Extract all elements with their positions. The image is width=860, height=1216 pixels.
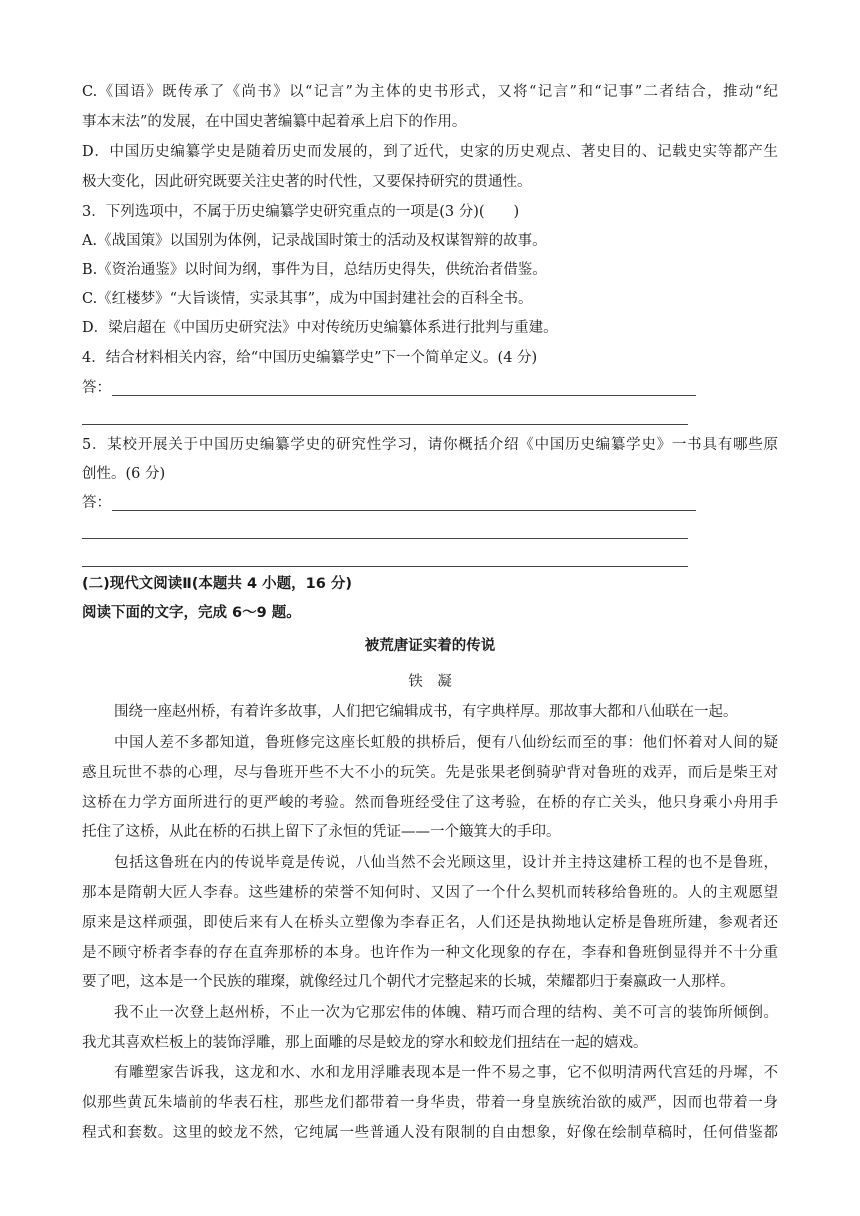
passage-p2-line4: 托住了这桥，从此在桥的石拱上留下了永恒的凭证——一个簸箕大的手印。 [82,824,561,840]
q2-option-c-line1: C.《国语》既传承了《尚书》以“记言”为主体的史书形式，又将“记言”和“记事”二者结合，推动“纪 [82,84,778,100]
q3-option-c: C.《红楼梦》“大旨谈情，实录其事”，成为中国封建社会的百科全书。 [82,291,533,307]
passage-p3-line1: 包括这鲁班在内的传说毕竟是传说，八仙当然不会光顾这里，设计并主持这建桥工程的也不是鲁班， [114,855,778,871]
passage-title: 被荒唐证实着的传说 [364,638,496,654]
q3-option-b: B.《资治通鉴》以时间为纲，事件为目，总结历史得失，供统治者借鉴。 [82,262,547,278]
passage-p4-line2: 我尤其喜欢栏板上的装饰浮雕，那上面雕的尽是蛟龙的穿水和蛟龙们扭结在一起的嬉戏。 [82,1035,648,1051]
passage-p4-line1: 我不止一次登上赵州桥，不止一次为它那宏伟的体魄、精巧而合理的结构、美不可言的装饰所倾倒。 [114,1005,778,1021]
section2-heading: (二)现代文阅读Ⅱ(本题共 4 小题，16 分) [82,576,352,592]
passage-p3-line3: 原来是这样顽强，即使后来有人在桥头立塑像为李春正名，人们还是执拗地认定桥是鲁班所建，参观者还 [82,915,778,931]
passage-p2-line3: 这桥在力学方面所进行的更严峻的考验。然而鲁班经受住了这考验，在桥的存亡关头，他只身乘小舟用手 [82,795,778,811]
q4-stem: 4．结合材料相关内容，给“中国历史编纂学史”下一个简单定义。(4 分) [82,350,538,366]
passage-p5-line1: 有雕塑家告诉我，这龙和水、水和龙用浮雕表现本是一件不易之事，它不似明清两代宫廷的丹墀，不 [114,1065,778,1081]
q4-answer-line-1[interactable] [112,395,696,396]
q3-option-a: A.《战国策》以国别为体例，记录战国时策士的活动及权谋智辩的故事。 [82,233,547,249]
q3-stem: 3．下列选项中，不属于历史编纂学史研究重点的一项是(3 分)( ) [82,204,520,220]
q2-option-d-line2: 极大变化，因此研究既要关注史著的时代性，又要保持研究的贯通性。 [82,174,532,190]
passage-p2-line2: 惑且玩世不恭的心理，尽与鲁班开些不大不小的玩笑。先是张果老倒骑驴背对鲁班的戏弄，而后是柴王对 [82,765,778,781]
passage-p2-line1: 中国人差不多都知道，鲁班修完这座长虹般的拱桥后，便有八仙纷纭而至的事：他们怀着对人间的疑 [114,735,778,751]
passage-author: 铁 凝 [408,674,452,690]
passage-p5-line3: 程式和套数。这里的蛟龙不然，它纯属一些普通人没有限制的自由想象，好像在绘制草稿时，任何借鉴都 [82,1125,778,1141]
q4-answer-label: 答： [82,380,111,396]
passage-p3-line5: 要了吧，这本是一个民族的璀璨，就像经过几个朝代才完整起来的长城，荣耀都归于秦嬴政一人那样。 [82,974,735,990]
q4-answer-line-2[interactable] [82,424,688,425]
q5-answer-line-1[interactable] [112,510,696,511]
q5-stem-line1: 5．某校开展关于中国历史编纂学史的研究性学习，请你概括介绍《中国历史编纂学史》一书具有哪些原 [82,437,778,453]
passage-p5-line2: 似那些黄瓦朱墙前的华表石柱，那些龙们都带着一身华贵，带着一身皇族统治欲的威严，因而也带着一身 [82,1095,778,1111]
q2-option-d-line1: D．中国历史编纂学史是随着历史而发展的，到了近代，史家的历史观点、著史目的、记载史实等都产生 [82,144,778,160]
q5-answer-label: 答： [82,495,111,511]
q3-option-d: D．梁启超在《中国历史研究法》中对传统历史编纂体系进行批判与重建。 [82,320,558,336]
q5-answer-line-2[interactable] [82,538,688,539]
passage-p3-line4: 是不顾守桥者李春的存在直奔那桥的本身。也许作为一种文化现象的存在，李春和鲁班倒显得并不十分重 [82,945,778,961]
q5-stem-line2: 创性。(6 分) [82,466,166,482]
q2-option-c-line2: 事本末法”的发展，在中国史著编纂中起着承上启下的作用。 [82,114,467,130]
q5-answer-line-3[interactable] [82,566,688,567]
section2-instruction: 阅读下面的文字，完成 6～9 题。 [82,605,301,621]
passage-p3-line2: 那本是隋朝大匠人李春。这些建桥的荣誉不知何时、又因了一个什么契机而转移给鲁班的。人的主观愿望 [82,885,778,901]
passage-p1: 围绕一座赵州桥，有着许多故事，人们把它编辑成书，有字典样厚。那故事大都和八仙联在一起。 [114,704,738,720]
